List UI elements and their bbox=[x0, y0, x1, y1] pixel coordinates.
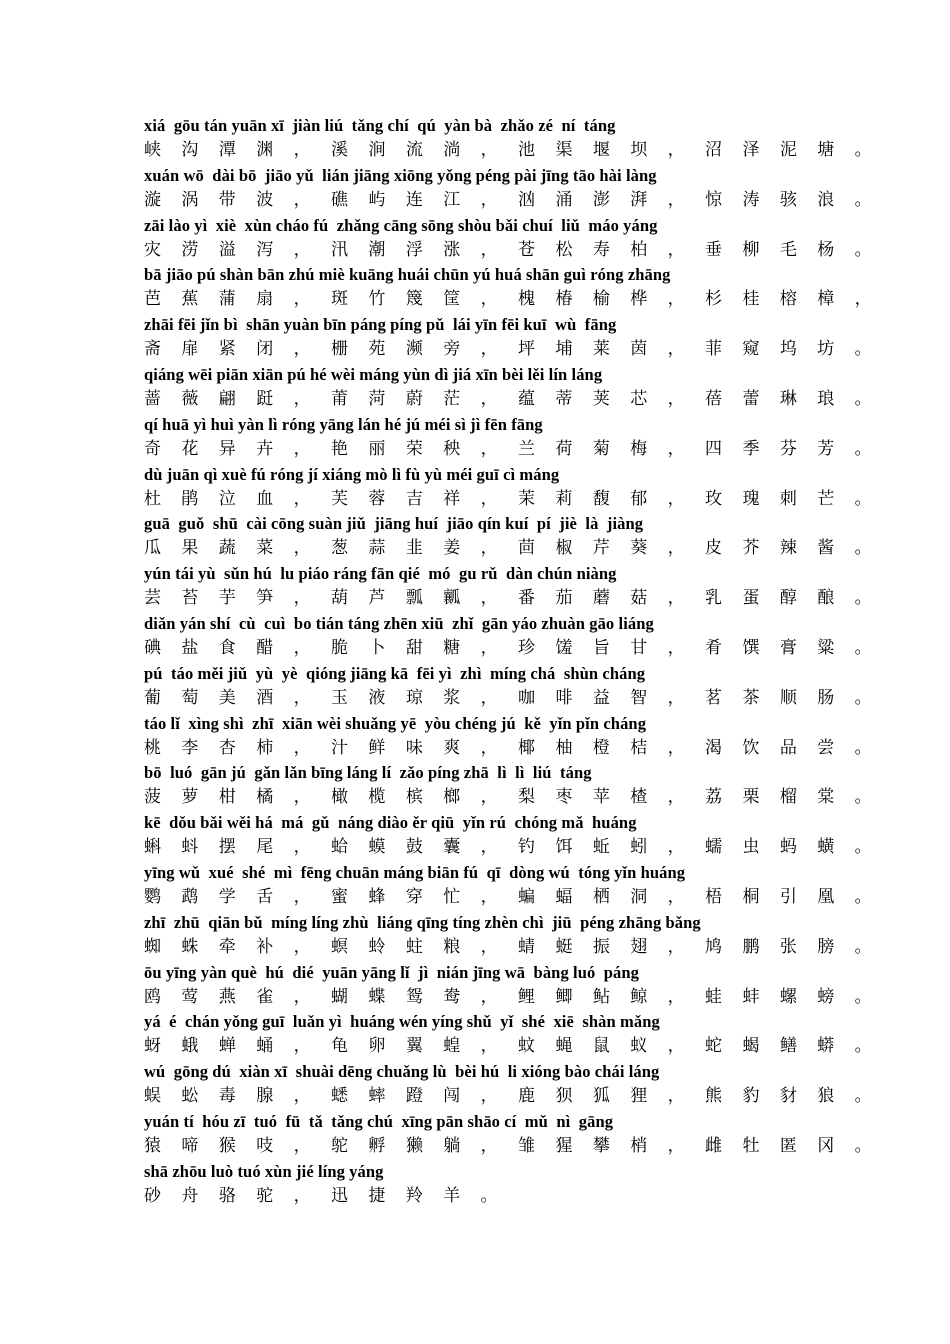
hanzi-line: 蜘 蛛 牵 补 ， 螟 蛉 蛀 粮 ， 蜻 蜓 振 翅 ， 鸠 鹏 张 膀 。 bbox=[144, 936, 880, 957]
pinyin-line: shā zhōu luò tuó xùn jié líng yáng bbox=[144, 1161, 384, 1181]
verse-stanza bbox=[144, 513, 944, 563]
verse-stanza bbox=[144, 1061, 944, 1111]
hanzi-line: 鸥 莺 燕 雀 ， 蝴 蝶 鸳 鸯 ， 鲤 鲫 鲇 鲸 ， 蛙 蚌 螺 螃 。 bbox=[144, 986, 880, 1007]
verse-stanza bbox=[144, 464, 944, 514]
pinyin-line: zāi lào yì xiè xùn cháo fú zhǎng cāng sōng shòu bǎi chuí liǔ máo yáng bbox=[144, 215, 658, 235]
verse-stanza bbox=[144, 215, 944, 265]
verse-stanza bbox=[144, 165, 944, 215]
verse-stanza bbox=[144, 563, 944, 613]
hanzi-line: 猿 啼 猴 吱 ， 鸵 孵 獭 躺 ， 雏 猩 攀 梢 ， 雌 牡 匿 冈 。 bbox=[144, 1135, 880, 1156]
hanzi-line: 斋 扉 紧 闭 ， 栅 苑 濒 旁 ， 坪 埔 莱 茵 ， 菲 窥 坞 坊 。 bbox=[144, 339, 880, 360]
pinyin-line: qiáng wēi piān xiān pú hé wèi máng yùn dì jiá xīn bèi lěi lín láng bbox=[144, 364, 603, 384]
hanzi-line: 菠 萝 柑 橘 ， 橄 榄 槟 榔 ， 梨 枣 苹 楂 ， 荔 栗 榴 棠 。 bbox=[144, 787, 880, 808]
verse-stanza bbox=[144, 414, 944, 464]
hanzi-line: 杜 鹃 泣 血 ， 芙 蓉 吉 祥 ， 茉 莉 馥 郁 ， 玫 瑰 刺 芒 。 bbox=[144, 488, 880, 509]
hanzi-line: 葡 萄 美 酒 ， 玉 液 琼 浆 ， 咖 啡 益 智 ， 茗 茶 顺 肠 。 bbox=[144, 687, 880, 708]
hanzi-line: 鹦 鹉 学 舌 ， 蜜 蜂 穿 忙 ， 蝙 蝠 栖 洞 ， 梧 桐 引 凰 。 bbox=[144, 886, 880, 907]
pinyin-line: zhī zhū qiān bǔ míng líng zhù liáng qīng tíng zhèn chì jiū péng zhāng bǎng bbox=[144, 912, 701, 932]
hanzi-line: 蝌 蚪 摆 尾 ， 蛤 蟆 鼓 囊 ， 钓 饵 蚯 蚓 ， 蠕 虫 蚂 蟥 。 bbox=[144, 837, 880, 858]
pinyin-line: yá é chán yǒng guī luǎn yì huáng wén yíng shǔ yǐ shé xiē shàn mǎng bbox=[144, 1012, 660, 1032]
verse-stanza bbox=[144, 115, 944, 165]
verse-stanza bbox=[144, 812, 944, 862]
pinyin-line: pú táo měi jiǔ yù yè qióng jiāng kā fēi yì zhì míng chá shùn cháng bbox=[144, 663, 646, 683]
pinyin-line: qí huā yì huì yàn lì róng yāng lán hé jú méi sì jì fēn fāng bbox=[144, 414, 543, 434]
hanzi-line: 蚜 蛾 蝉 蛹 ， 龟 卵 翼 蝗 ， 蚊 蝇 鼠 蚁 ， 蛇 蝎 鳝 蟒 。 bbox=[144, 1036, 880, 1057]
verse-stanza bbox=[144, 663, 944, 713]
hanzi-line: 芸 苔 芋 笋 ， 葫 芦 瓢 瓤 ， 番 茄 蘑 菇 ， 乳 蛋 醇 酿 。 bbox=[144, 588, 880, 609]
verse-stanza bbox=[144, 862, 944, 912]
verse-stanza bbox=[144, 762, 944, 812]
verse-stanza bbox=[144, 613, 944, 663]
pinyin-line: yún tái yù sǔn hú lu piáo ráng fān qié mó gu rǔ dàn chún niàng bbox=[144, 564, 617, 584]
verse-stanza bbox=[144, 314, 944, 364]
pinyin-line: bō luó gān jú gǎn lǎn bīng láng lí zǎo píng zhā lì lì liú táng bbox=[144, 763, 592, 783]
verse-stanza bbox=[144, 1161, 944, 1211]
pinyin-line: ōu yīng yàn què hú dié yuān yāng lǐ jì nián jīng wā bàng luó páng bbox=[144, 962, 640, 982]
pinyin-line: xuán wō dài bō jiāo yǔ lián jiāng xiōng yǒng péng pài jīng tāo hài làng bbox=[144, 165, 657, 185]
pinyin-line: dù juān qì xuè fú róng jí xiáng mò lì fù yù méi guī cì máng bbox=[144, 464, 560, 484]
pinyin-line: xiá gōu tán yuān xī jiàn liú tǎng chí qú yàn bà zhǎo zé ní táng bbox=[144, 116, 616, 135]
pinyin-line: diǎn yán shí cù cuì bo tián táng zhēn xiū zhǐ gān yáo zhuàn gāo liáng bbox=[144, 613, 654, 633]
hanzi-line: 碘 盐 食 醋 ， 脆 卜 甜 糖 ， 珍 馐 旨 甘 ， 肴 馔 膏 粱 。 bbox=[144, 637, 880, 658]
hanzi-line: 蔷 薇 翩 跹 ， 莆 菏 蔚 茫 ， 蕴 蒂 荚 芯 ， 蓓 蕾 琳 琅 。 bbox=[144, 388, 880, 409]
pinyin-line: yīng wǔ xué shé mì fēng chuān máng biān fú qī dòng wú tóng yǐn huáng bbox=[144, 862, 686, 882]
hanzi-line: 蜈 蚣 毒 腺 ， 蟋 蟀 蹬 闯 ， 鹿 狈 狐 狸 ， 熊 豹 豺 狼 。 bbox=[144, 1086, 880, 1107]
hanzi-line: 桃 李 杏 柿 ， 汁 鲜 味 爽 ， 椰 柚 橙 桔 ， 渴 饮 品 尝 。 bbox=[144, 737, 880, 758]
pinyin-line: guā guǒ shū cài cōng suàn jiǔ jiāng huí jiāo qín kuí pí jiè là jiàng bbox=[144, 514, 644, 534]
verse-stanza bbox=[144, 962, 944, 1012]
hanzi-line: 瓜 果 蔬 菜 ， 葱 蒜 韭 姜 ， 茴 椒 芹 葵 ， 皮 芥 辣 酱 。 bbox=[144, 538, 880, 559]
pinyin-line: táo lǐ xìng shì zhī xiān wèi shuǎng yē yòu chéng jú kě yǐn pǐn cháng bbox=[144, 713, 647, 733]
hanzi-line: 砂 舟 骆 驼 ， 迅 捷 羚 羊 。 bbox=[144, 1185, 506, 1206]
pinyin-line: wú gōng dú xiàn xī shuài dēng chuǎng lù bèi hú li xióng bào chái láng bbox=[144, 1062, 660, 1082]
text-block bbox=[144, 115, 944, 1211]
hanzi-line: 奇 花 异 卉 ， 艳 丽 荣 秧 ， 兰 荷 菊 梅 ， 四 季 芬 芳 。 bbox=[144, 438, 880, 459]
pinyin-line: yuán tí hóu zī tuó fū tǎ tǎng chú xīng pān shāo cí mǔ nì gāng bbox=[144, 1111, 614, 1131]
verse-stanza bbox=[144, 1111, 944, 1161]
pinyin-line: bā jiāo pú shàn bān zhú miè kuāng huái chūn yú huá shān guì róng zhāng bbox=[144, 265, 671, 285]
hanzi-line: 灾 涝 溢 泻 ， 汛 潮 浮 涨 ， 苍 松 寿 柏 ， 垂 柳 毛 杨 。 bbox=[144, 239, 880, 260]
hanzi-line: 漩 涡 带 波 ， 礁 屿 连 江 ， 汹 涌 澎 湃 ， 惊 涛 骇 浪 。 bbox=[144, 189, 880, 210]
verse-stanza bbox=[144, 713, 944, 763]
pinyin-line: kē dǒu bǎi wěi há má gǔ náng diào ěr qiū yǐn rú chóng mǎ huáng bbox=[144, 813, 637, 833]
hanzi-line: 芭 蕉 蒲 扇 ， 斑 竹 篾 筐 ， 槐 椿 榆 桦 ， 杉 桂 榕 樟 ， bbox=[144, 289, 880, 310]
verse-stanza bbox=[144, 264, 944, 314]
verse-stanza bbox=[144, 912, 944, 962]
pinyin-line: zhāi fēi jǐn bì shān yuàn bīn páng píng pǔ lái yīn fēi kuī wù fāng bbox=[144, 315, 617, 335]
verse-stanza bbox=[144, 364, 944, 414]
verse-stanza bbox=[144, 1011, 944, 1061]
hanzi-line: 峡 沟 潭 渊 ， 溪 涧 流 淌 ， 池 渠 堰 坝 ， 沼 泽 泥 塘 。 bbox=[144, 140, 880, 160]
